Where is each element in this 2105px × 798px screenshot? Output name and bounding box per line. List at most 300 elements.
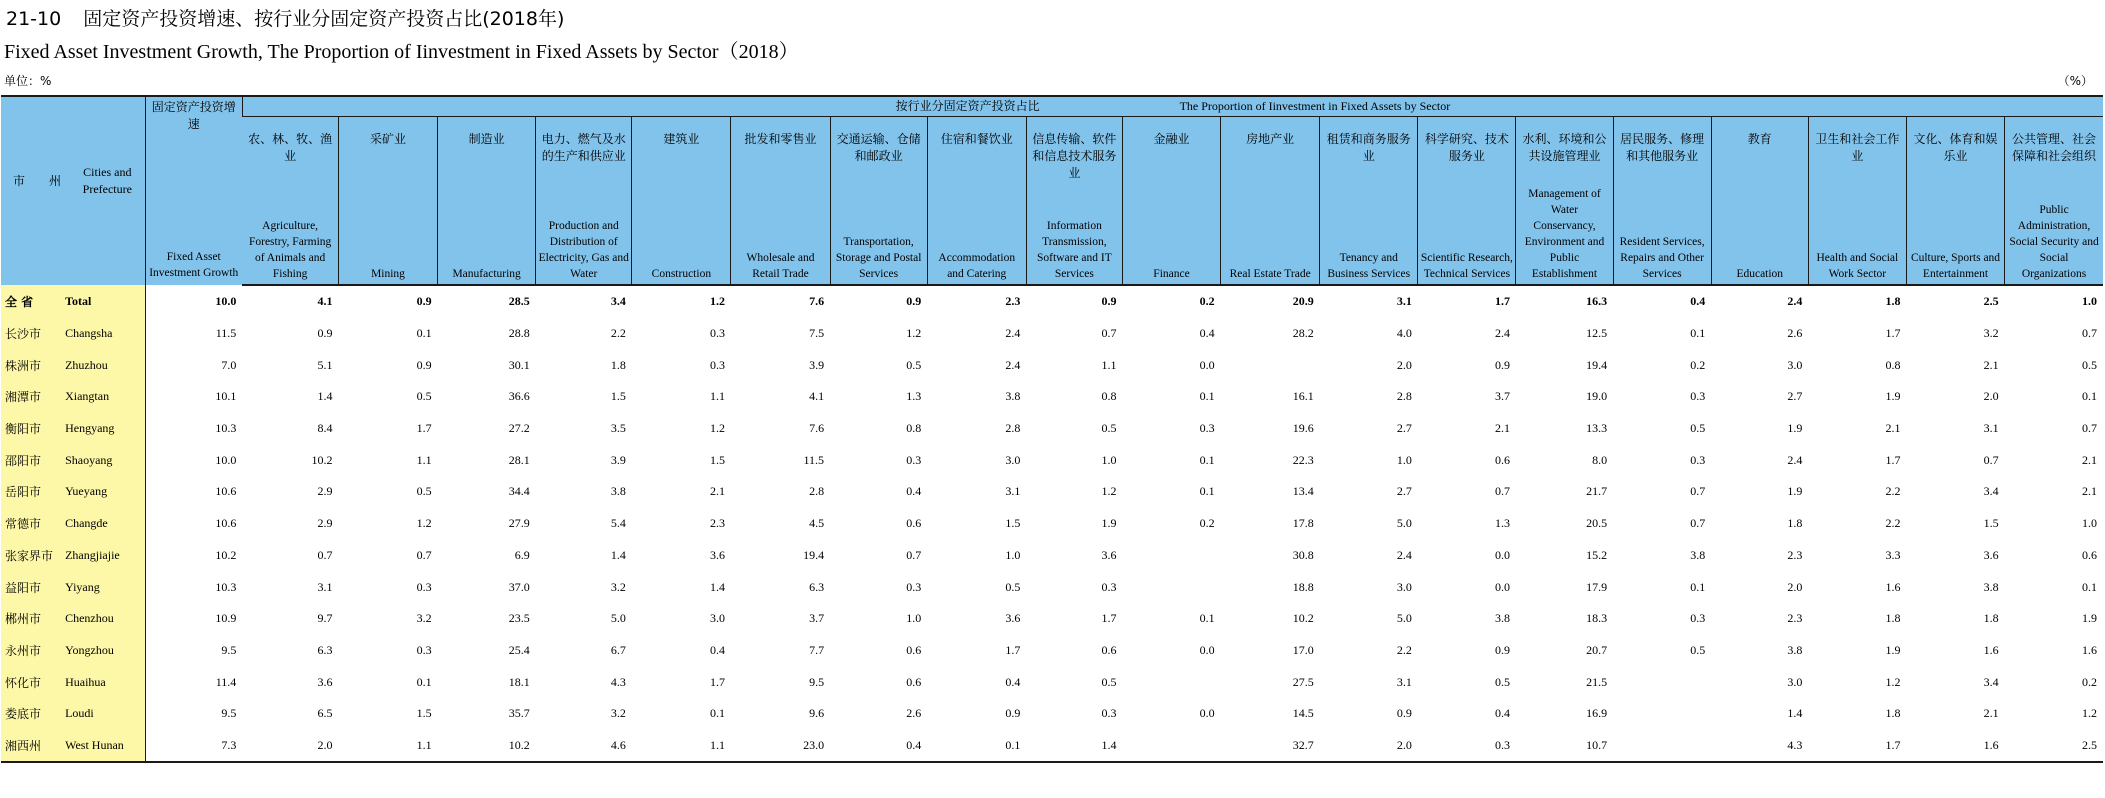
city-name-cn: 全 省 xyxy=(1,285,63,318)
table-row xyxy=(1,635,2103,667)
value-cell: 3.8 xyxy=(1494,611,1510,626)
sector-header-cn: 金融业 xyxy=(1153,132,1190,146)
value-cell: 1.0 xyxy=(2082,294,2097,309)
value-cell: 10.6 xyxy=(215,516,237,531)
growth-header-en: Fixed Asset Investment Growth xyxy=(149,251,239,279)
value-cell: 18.8 xyxy=(1292,579,1314,594)
value-cell: 9.5 xyxy=(221,706,237,721)
value-cell: 18.3 xyxy=(1586,611,1608,626)
value-cell xyxy=(1122,730,1220,763)
value-cell: 10.9 xyxy=(215,611,237,626)
value-cell: 0.8 xyxy=(906,421,922,436)
value-cell: 0.0 xyxy=(1494,547,1510,562)
value-cell: 2.8 xyxy=(809,484,825,499)
value-cell: 0.7 xyxy=(1101,326,1117,341)
value-cell: 1.5 xyxy=(709,452,725,467)
value-cell: 28.5 xyxy=(508,294,530,309)
value-cell: 1.8 xyxy=(1885,294,1901,309)
value-cell: 4.3 xyxy=(1711,730,1808,763)
table-number: 21-10 xyxy=(6,8,62,30)
value-cell: 0.1 xyxy=(416,326,432,341)
sector-header xyxy=(1613,117,1711,286)
value-cell: 5.0 xyxy=(1396,611,1412,626)
value-cell: 22.3 xyxy=(1292,452,1314,467)
sector-header-cn: 批发和零售业 xyxy=(744,132,817,146)
sector-header-cn: 居民服务、修理和其他服务业 xyxy=(1620,132,1705,163)
value-cell: 9.5 xyxy=(221,642,237,657)
value-cell: 11.5 xyxy=(803,452,825,467)
value-cell: 0.1 xyxy=(2082,389,2097,404)
value-cell: 2.4 xyxy=(1787,294,1803,309)
value-cell: 0.1 xyxy=(416,674,432,689)
table-row xyxy=(1,508,2103,540)
value-cell: 0.5 xyxy=(1101,421,1117,436)
value-cell: 3.7 xyxy=(809,611,825,626)
city-name-cn: 湘西州 xyxy=(1,730,63,763)
value-cell: 19.4 xyxy=(1586,357,1608,372)
value-cell: 0.1 xyxy=(1199,389,1215,404)
value-cell: 3.6 xyxy=(1101,547,1117,562)
title-cn-text: 固定资产投资增速、按行业分固定资产投资占比(2018年) xyxy=(83,8,565,30)
value-cell: 0.9 xyxy=(1005,706,1021,721)
value-cell: 2.3 xyxy=(1787,611,1803,626)
value-cell: 0.5 xyxy=(2082,357,2097,372)
city-name-en: Shaoyang xyxy=(63,444,145,476)
value-cell: 0.7 xyxy=(1983,452,1999,467)
sector-header-cn: 农、林、牧、渔业 xyxy=(248,132,333,163)
value-cell: 3.2 xyxy=(416,611,432,626)
sector-header-cn: 房地产业 xyxy=(1246,132,1295,146)
value-cell: 0.1 xyxy=(2082,579,2097,594)
sector-header xyxy=(1122,117,1220,286)
value-cell: 2.4 xyxy=(1005,357,1021,372)
value-cell: 1.2 xyxy=(709,294,725,309)
table-row xyxy=(1,444,2103,476)
value-cell: 2.7 xyxy=(1787,389,1803,404)
value-cell: 3.8 xyxy=(1005,389,1021,404)
value-cell: 30.1 xyxy=(508,357,530,372)
value-cell: 2.0 xyxy=(1396,357,1412,372)
sector-header-cn: 科学研究、技术服务业 xyxy=(1424,132,1509,163)
sector-header xyxy=(438,117,536,286)
value-cell: 1.7 xyxy=(1885,452,1901,467)
value-cell: 1.3 xyxy=(906,389,922,404)
value-cell: 1.4 xyxy=(1787,706,1803,721)
value-cell: 2.6 xyxy=(906,706,922,721)
value-cell: 2.4 xyxy=(1494,326,1510,341)
value-cell: 0.2 xyxy=(1199,294,1215,309)
sector-header-en: Agriculture, Forestry, Farming of Animals and Fishing xyxy=(248,220,332,280)
value-cell: 3.9 xyxy=(809,357,825,372)
value-cell: 1.6 xyxy=(1983,642,1999,657)
sector-header-cn: 住宿和餐饮业 xyxy=(940,132,1013,146)
city-name-en: Loudi xyxy=(63,698,145,730)
value-cell: 2.2 xyxy=(1396,642,1412,657)
value-cell: 16.9 xyxy=(1586,706,1608,721)
value-cell: 0.6 xyxy=(906,516,922,531)
value-cell: 28.2 xyxy=(1292,326,1314,341)
value-cell: 1.2 xyxy=(906,326,922,341)
city-name-cn: 娄底市 xyxy=(1,698,63,730)
sector-header-cn: 电力、燃气及水的生产和供应业 xyxy=(541,132,626,163)
investment-table xyxy=(1,95,2103,763)
value-cell: 1.0 xyxy=(1005,547,1021,562)
value-cell: 0.1 xyxy=(1690,326,1706,341)
value-cell: 3.1 xyxy=(1005,484,1021,499)
value-cell: 11.4 xyxy=(215,674,237,689)
value-cell: 10.1 xyxy=(215,389,237,404)
sector-header-en: Public Administration, Social Security and Social Organizations xyxy=(2009,204,2099,280)
value-cell: 27.2 xyxy=(508,421,530,436)
value-cell: 1.2 xyxy=(2082,706,2097,721)
value-cell: 34.4 xyxy=(508,484,530,499)
value-cell: 2.5 xyxy=(2005,730,2103,763)
sector-header-en: Culture, Sports and Entertainment xyxy=(1910,252,2001,280)
unit-label-left: 单位：% xyxy=(4,74,52,88)
value-cell: 17.0 xyxy=(1292,642,1314,657)
value-cell: 2.8 xyxy=(1005,421,1021,436)
value-cell: 5.0 xyxy=(1396,516,1412,531)
value-cell: 0.6 xyxy=(1101,642,1117,657)
table-row xyxy=(1,603,2103,635)
value-cell xyxy=(1122,571,1220,603)
city-name-en: Total xyxy=(63,285,145,318)
value-cell: 1.0 xyxy=(2082,516,2097,531)
value-cell: 0.8 xyxy=(1101,389,1117,404)
value-cell: 23.0 xyxy=(731,730,830,763)
sector-header xyxy=(632,117,731,286)
sector-header xyxy=(1516,117,1613,286)
value-cell: 25.4 xyxy=(508,642,530,657)
city-name-en: Yueyang xyxy=(63,476,145,508)
value-cell: 0.7 xyxy=(1690,484,1706,499)
value-cell: 2.4 xyxy=(1005,326,1021,341)
value-cell: 1.6 xyxy=(2082,642,2097,657)
sector-header xyxy=(927,117,1026,286)
value-cell: 0.2 xyxy=(2082,674,2097,689)
table-row xyxy=(1,285,2103,318)
value-cell: 10.2 xyxy=(311,452,333,467)
value-cell: 2.1 xyxy=(1494,421,1510,436)
value-cell: 1.2 xyxy=(1101,484,1117,499)
unit-label-right: （%） xyxy=(2057,74,2093,88)
value-cell: 0.3 xyxy=(709,326,725,341)
sector-header-cn: 公共管理、社会保障和社会组织 xyxy=(2012,132,2097,163)
value-cell: 0.5 xyxy=(1005,579,1021,594)
value-cell: 0.5 xyxy=(906,357,922,372)
value-cell: 3.1 xyxy=(317,579,333,594)
value-cell: 2.1 xyxy=(709,484,725,499)
city-name-en: Changsha xyxy=(63,318,145,350)
value-cell: 1.1 xyxy=(416,452,432,467)
value-cell: 1.8 xyxy=(1983,611,1999,626)
sector-header-en: Production and Distribution of Electricity, Gas and Water xyxy=(538,220,629,280)
sector-header-cn: 建筑业 xyxy=(663,132,700,146)
sector-header xyxy=(1026,117,1122,286)
value-cell: 36.6 xyxy=(508,389,530,404)
value-cell: 0.7 xyxy=(1690,516,1706,531)
value-cell: 28.8 xyxy=(508,326,530,341)
value-cell: 3.6 xyxy=(1983,547,1999,562)
value-cell: 0.6 xyxy=(906,642,922,657)
value-cell: 3.5 xyxy=(610,421,626,436)
sector-header-en: Mining xyxy=(371,268,405,280)
value-cell: 0.7 xyxy=(2082,421,2097,436)
value-cell: 9.6 xyxy=(809,706,825,721)
city-name-en: Hengyang xyxy=(63,413,145,445)
value-cell xyxy=(1613,698,1711,730)
value-cell: 21.5 xyxy=(1586,674,1608,689)
value-cell: 10.7 xyxy=(1516,730,1613,763)
value-cell: 3.6 xyxy=(317,674,333,689)
value-cell: 1.0 xyxy=(1101,452,1117,467)
value-cell: 1.9 xyxy=(2082,611,2097,626)
value-cell: 1.1 xyxy=(709,389,725,404)
value-cell: 0.6 xyxy=(1494,452,1510,467)
table-row xyxy=(1,318,2103,350)
value-cell: 0.4 xyxy=(1005,674,1021,689)
value-cell: 1.9 xyxy=(1787,484,1803,499)
value-cell: 1.7 xyxy=(416,421,432,436)
value-cell: 0.9 xyxy=(1396,706,1412,721)
value-cell: 0.9 xyxy=(416,357,432,372)
value-cell: 0.9 xyxy=(317,326,333,341)
city-name-en: Zhuzhou xyxy=(63,349,145,381)
value-cell: 6.7 xyxy=(610,642,626,657)
value-cell: 11.5 xyxy=(215,326,237,341)
value-cell: 6.9 xyxy=(514,547,530,562)
table-row xyxy=(1,476,2103,508)
value-cell: 2.4 xyxy=(1396,547,1412,562)
value-cell: 9.7 xyxy=(317,611,333,626)
table-row xyxy=(1,413,2103,445)
value-cell: 3.1 xyxy=(1396,294,1412,309)
value-cell: 0.4 xyxy=(1690,294,1706,309)
value-cell: 0.4 xyxy=(709,642,725,657)
value-cell: 10.2 xyxy=(1292,611,1314,626)
value-cell: 0.5 xyxy=(416,389,432,404)
value-cell: 30.8 xyxy=(1292,547,1314,562)
value-cell: 6.3 xyxy=(317,642,333,657)
value-cell: 0.3 xyxy=(709,357,725,372)
value-cell: 0.3 xyxy=(1101,579,1117,594)
value-cell xyxy=(1221,349,1320,381)
value-cell: 0.3 xyxy=(1418,730,1516,763)
sector-header-en: Scientific Research, Technical Services xyxy=(1420,252,1513,280)
sector-header-en: Management of Water Conservancy, Environment and Public Establishment xyxy=(1524,188,1605,280)
value-cell: 1.5 xyxy=(416,706,432,721)
value-cell: 10.0 xyxy=(215,293,237,308)
value-cell: 1.0 xyxy=(1396,452,1412,467)
value-cell: 9.5 xyxy=(809,674,825,689)
sector-header xyxy=(2005,117,2103,286)
sector-header xyxy=(1711,117,1808,286)
value-cell: 0.7 xyxy=(2082,326,2097,341)
value-cell: 1.4 xyxy=(1026,730,1122,763)
sector-group-en: The Proportion of Iinvestment in Fixed Assets by Sector xyxy=(1179,99,1451,113)
city-name-cn: 邵阳市 xyxy=(1,444,63,476)
value-cell: 1.5 xyxy=(1983,516,1999,531)
sector-header xyxy=(731,117,830,286)
city-name-en: Chenzhou xyxy=(63,603,145,635)
value-cell: 10.0 xyxy=(215,452,237,467)
sector-header xyxy=(536,117,632,286)
value-cell: 2.2 xyxy=(610,326,626,341)
value-cell: 0.7 xyxy=(317,547,333,562)
sector-header-en: Wholesale and Retail Trade xyxy=(746,252,815,280)
city-name-en: West Hunan xyxy=(63,730,145,763)
value-cell: 0.1 xyxy=(1199,484,1215,499)
value-cell: 19.6 xyxy=(1292,421,1314,436)
value-cell: 13.3 xyxy=(1586,421,1608,436)
city-name-cn: 湘潭市 xyxy=(1,381,63,413)
value-cell: 1.5 xyxy=(1005,516,1021,531)
sector-header-cn: 信息传输、软件和信息技术服务业 xyxy=(1032,132,1117,180)
value-cell: 0.0 xyxy=(1199,642,1215,657)
value-cell: 1.9 xyxy=(1101,516,1117,531)
value-cell: 2.1 xyxy=(1885,421,1901,436)
value-cell: 3.4 xyxy=(1983,674,1999,689)
value-cell: 0.9 xyxy=(1494,642,1510,657)
value-cell: 0.7 xyxy=(416,547,432,562)
value-cell: 0.9 xyxy=(416,294,432,309)
sector-header xyxy=(1906,117,2004,286)
value-cell: 0.3 xyxy=(1101,706,1117,721)
value-cell: 4.0 xyxy=(1396,326,1412,341)
value-cell: 0.6 xyxy=(2082,547,2097,562)
value-cell: 4.3 xyxy=(610,674,626,689)
value-cell: 0.3 xyxy=(1690,452,1706,467)
value-cell: 1.2 xyxy=(709,421,725,436)
value-cell: 2.2 xyxy=(1885,484,1901,499)
table-title-en: Fixed Asset Investment Growth, The Proportion of Iinvestment in Fixed Assets by Sector（2018） xyxy=(4,41,799,63)
value-cell: 0.3 xyxy=(906,579,922,594)
value-cell: 3.2 xyxy=(610,706,626,721)
sector-header xyxy=(1221,117,1320,286)
value-cell: 0.5 xyxy=(1101,674,1117,689)
city-name-en: Xiangtan xyxy=(63,381,145,413)
value-cell: 5.1 xyxy=(317,357,333,372)
sector-header-en: Tenancy and Business Services xyxy=(1327,252,1411,280)
value-cell: 6.3 xyxy=(809,579,825,594)
value-cell: 3.0 xyxy=(1005,452,1021,467)
value-cell: 12.5 xyxy=(1586,326,1608,341)
sector-header-cn: 租赁和商务服务业 xyxy=(1326,132,1411,163)
value-cell: 1.7 xyxy=(709,674,725,689)
value-cell: 2.1 xyxy=(2082,452,2097,467)
value-cell: 1.1 xyxy=(338,730,437,763)
sector-header xyxy=(242,117,338,286)
city-header xyxy=(1,96,145,285)
value-cell: 5.0 xyxy=(610,611,626,626)
value-cell: 7.6 xyxy=(809,421,825,436)
value-cell: 0.7 xyxy=(1494,484,1510,499)
value-cell: 3.8 xyxy=(1690,547,1706,562)
value-cell: 17.8 xyxy=(1292,516,1314,531)
city-name-cn: 长沙市 xyxy=(1,318,63,350)
value-cell: 2.3 xyxy=(1787,547,1803,562)
value-cell: 0.3 xyxy=(1690,611,1706,626)
value-cell: 1.4 xyxy=(610,547,626,562)
value-cell: 0.5 xyxy=(416,484,432,499)
value-cell: 20.9 xyxy=(1292,294,1314,309)
value-cell: 10.3 xyxy=(215,421,237,436)
value-cell: 0.9 xyxy=(1494,357,1510,372)
value-cell: 4.1 xyxy=(317,294,333,309)
growth-header xyxy=(145,96,242,285)
table-title-cn xyxy=(6,4,564,31)
value-cell: 2.9 xyxy=(317,516,333,531)
sector-header-en: Information Transmission, Software and IT Services xyxy=(1037,220,1112,280)
value-cell: 7.0 xyxy=(221,357,237,372)
city-header-en: Cities and Prefecture xyxy=(82,164,132,196)
value-cell: 2.7 xyxy=(1396,484,1412,499)
value-cell: 17.9 xyxy=(1586,579,1608,594)
value-cell: 1.6 xyxy=(1906,730,2004,763)
value-cell: 5.4 xyxy=(610,516,626,531)
sector-header-en: Transportation, Storage and Postal Services xyxy=(835,236,922,280)
value-cell: 0.3 xyxy=(416,642,432,657)
value-cell: 2.3 xyxy=(1005,294,1021,309)
value-cell: 20.5 xyxy=(1586,516,1608,531)
value-cell: 1.1 xyxy=(1101,357,1117,372)
value-cell: 0.9 xyxy=(906,294,922,309)
value-cell: 2.8 xyxy=(1396,389,1412,404)
sector-header-cn: 制造业 xyxy=(468,132,505,146)
value-cell: 2.1 xyxy=(1983,706,1999,721)
value-cell: 0.3 xyxy=(1690,389,1706,404)
value-cell: 1.4 xyxy=(709,579,725,594)
city-name-en: Changde xyxy=(63,508,145,540)
value-cell: 1.2 xyxy=(1885,674,1901,689)
value-cell: 1.5 xyxy=(610,389,626,404)
value-cell: 1.8 xyxy=(1885,706,1901,721)
city-name-en: Huaihua xyxy=(63,666,145,698)
sector-header-en: Manufacturing xyxy=(452,268,521,280)
value-cell: 3.0 xyxy=(1787,674,1803,689)
value-cell: 0.1 xyxy=(1690,579,1706,594)
sector-header-en: Education xyxy=(1736,268,1784,280)
value-cell: 0.2 xyxy=(1199,516,1215,531)
value-cell: 0.1 xyxy=(1199,611,1215,626)
city-name-cn: 郴州市 xyxy=(1,603,63,635)
sector-header-cn: 教育 xyxy=(1747,132,1772,146)
value-cell: 2.9 xyxy=(317,484,333,499)
sector-group-header xyxy=(242,96,2103,117)
value-cell: 0.1 xyxy=(927,730,1026,763)
value-cell: 1.4 xyxy=(317,389,333,404)
value-cell xyxy=(1613,666,1711,698)
value-cell: 13.4 xyxy=(1292,484,1314,499)
value-cell: 1.1 xyxy=(632,730,731,763)
value-cell: 0.0 xyxy=(1494,579,1510,594)
table-row xyxy=(1,571,2103,603)
city-name-cn: 常德市 xyxy=(1,508,63,540)
value-cell: 0.2 xyxy=(1690,357,1706,372)
value-cell: 3.9 xyxy=(610,452,626,467)
table-row xyxy=(1,666,2103,698)
value-cell: 1.7 xyxy=(1101,611,1117,626)
value-cell xyxy=(1122,666,1220,698)
city-name-cn: 岳阳市 xyxy=(1,476,63,508)
value-cell: 27.9 xyxy=(508,516,530,531)
table-row xyxy=(1,349,2103,381)
sector-header-en: Accommodation and Catering xyxy=(938,252,1016,280)
value-cell: 2.3 xyxy=(709,516,725,531)
value-cell: 10.6 xyxy=(215,484,237,499)
value-cell: 10.3 xyxy=(215,579,237,594)
value-cell: 19.0 xyxy=(1586,389,1608,404)
